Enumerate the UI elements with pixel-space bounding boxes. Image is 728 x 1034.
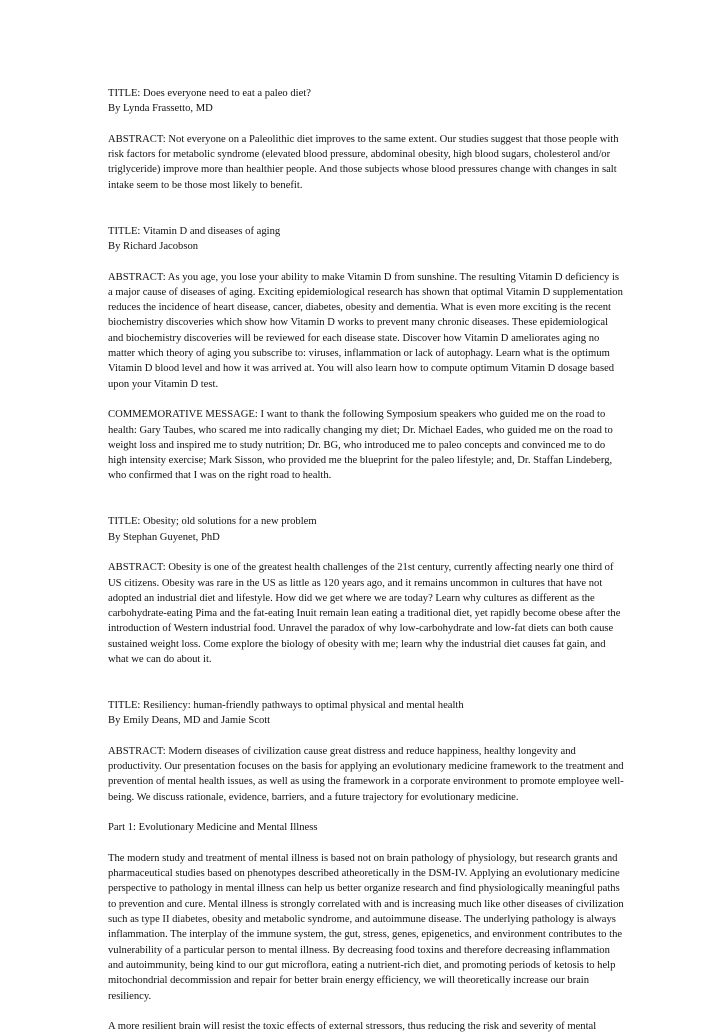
body-paragraph: A more resilient brain will resist the toxic effects of external stressors, thus reducing the risk and severity of mental: [108, 1021, 597, 1033]
part-heading: Part 1: Evolutionary Medicine and Mental Illness: [108, 822, 318, 834]
section-vitamin-d: [108, 224, 624, 484]
section-abstract: ABSTRACT: Obesity is one of the greatest health challenges of the 21st century, currently affecting nearly one third of US citizens. Obesity was rare in the US as little as 120 years ago, and it remains uncommon in cultures that have not adopted an industrial diet and lifestyle. How did we get where we are today? Learn why cultures as different as the carbohydrate-eating Pima and the fat-eating Inuit remain lean eating a traditional diet, yet rapidly become obese after the introduction of Western industrial food. Unravel the paradox of why low-carbohydrate and low-fat diets can both cause sustained weight loss. Come explore the biology of obesity with me; learn why the industrial diet causes fat gain, and what we can do about it.: [108, 562, 621, 665]
section-author: By Emily Deans, MD and Jamie Scott: [108, 715, 271, 727]
section-abstract: ABSTRACT: Modern diseases of civilization cause great distress and reduce happiness, healthy longevity and productivity. Our presentation focuses on the basis for applying an evolutionary medicine framework to the treatment and prevention of mental health issues, as well as using the framework in a corporate environment to promote employee well-being. We discuss rationale, evidence, barriers, and a future trajectory for evolutionary medicine.: [108, 745, 624, 803]
section-title: TITLE: Obesity; old solutions for a new problem: [108, 516, 317, 528]
section-author: By Lynda Frassetto, MD: [108, 103, 213, 115]
section-abstract: ABSTRACT: Not everyone on a Paleolithic diet improves to the same extent. Our studies suggest that those people with risk factors for metabolic syndrome (elevated blood pressure, abdominal obesity, high blood sugars, cholesterol and/or triglyceride) improve more than healthier people. And those subjects whose blood pressures change with changes in salt intake seem to be those most likely to benefit.: [108, 133, 619, 191]
section-resiliency: [108, 698, 624, 1034]
section-author: By Stephan Guyenet, PhD: [108, 531, 220, 543]
section-paleo-diet: [108, 86, 624, 193]
commemorative-message: COMMEMORATIVE MESSAGE: I want to thank the following Symposium speakers who guided me on the road to health: Gary Taubes, who scared me into radically changing my diet; Dr. Michael Eades, who guided me on the road to weight loss and inspired me to study nutrition; Dr. BG, who introduced me to paleo concepts and convinced me to do high intensity exercise; Mark Sisson, who provided me the blueprint for the paleo lifestyle; and, Dr. Staffan Lindeberg, who confirmed that I was on the right road to health.: [108, 409, 613, 482]
section-title: TITLE: Does everyone need to eat a paleo diet?: [108, 88, 311, 99]
section-title: TITLE: Vitamin D and diseases of aging: [108, 225, 281, 237]
section-abstract: ABSTRACT: As you age, you lose your ability to make Vitamin D from sunshine. The resulting Vitamin D deficiency is a major cause of diseases of aging. Exciting epidemiological research has shown that optimal Vitamin D supplementation reduces the incidence of heart disease, cancer, diabetes, obesity and dementia. What is even more exciting is the recent biochemistry discoveries which show how Vitamin D works to prevent many chronic diseases. These epidemiological and biochemistry discoveries will be reviewed for each disease state. Discover how Vitamin D ameliorates aging no matter which theory of aging you subscribe to: viruses, inflammation or lack of autophagy. Learn what is the optimum Vitamin D blood level and how it was arrived at. You will also learn how to compute optimum Vitamin D dosage based upon your Vitamin D test.: [108, 271, 623, 390]
section-obesity: [108, 514, 624, 667]
body-paragraph: The modern study and treatment of mental illness is based not on brain pathology of physiology, but research grants and pharmaceutical studies based on phenotypes described atheoretically in the DSM-IV. Applying an evolutionary medicine perspective to pathology in mental illness can help us better organize research and find physiologically meaningful paths to prevention and cure. Mental illness is strongly correlated with and is increasing much like other diseases of civilization such as type II diabetes, obesity and metabolic syndrome, and autoimmune disease. The underlying pathology is always inflammation. The interplay of the immune system, the gut, stress, genes, epigenetics, and environment contributes to the vulnerability of a particular person to mental illness. By decreasing food toxins and therefore decreasing inflammation and autoimmunity, being kind to our gut microflora, eating a nutrient-rich diet, and promoting periods of ketosis to help mitochondrial decommission and repair for better brain energy efficiency, we will theoretically increase our brain resiliency.: [108, 852, 624, 1002]
section-author: By Richard Jacobson: [108, 240, 199, 252]
section-title: TITLE: Resiliency: human-friendly pathways to optimal physical and mental health: [108, 699, 464, 711]
document-page: [108, 86, 624, 1034]
